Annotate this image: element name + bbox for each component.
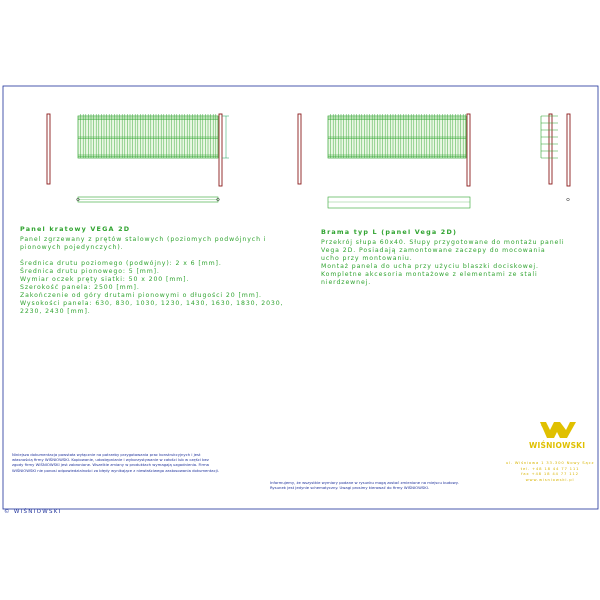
left-panel-title: Panel kratowy VEGA 2D	[20, 225, 131, 233]
logo-wordmark: WIŚNIOWSKI	[529, 441, 586, 450]
left-line: Wymiar oczek pręty siatki: 50 x 200 [mm].	[20, 276, 190, 283]
left-line: Szerokość panela: 2500 [mm].	[20, 284, 140, 291]
address-line: www.wisniowski.pl	[525, 476, 575, 482]
gate-plan-view	[328, 197, 470, 208]
left-line: 2230, 2430 [mm].	[20, 308, 91, 315]
left-line: Zakończenie od góry drutami pionowymi o długości 20 [mm].	[20, 292, 262, 299]
address-line: ul. Wiśniowa 1 33-300 Nowy Sącz	[505, 460, 595, 465]
right-panel-description	[321, 239, 565, 287]
left-line: Wysokości panela: 630, 830, 1030, 1230, 1430, 1630, 1830, 2030,	[20, 300, 284, 307]
right-panel-title: Brama typ L (panel Vega 2D)	[321, 228, 458, 236]
right-post	[219, 114, 222, 186]
right-line: Przekrój słupa 60x40. Słupy przygotowane do montażu paneli	[321, 239, 565, 246]
footer-left-note: Niniejsza dokumentacja powstała wyłącznie na potrzeby przygotowania prac konstrukcyjnych i jest własnością firmy WIŚNIOWSKI. Kopiowanie, udostępnianie i wykorzystywanie w całości lub w części bez zgody firmy WIŚNIOWSKI jest zabronione. Wszelkie zmiany w produktach wymagają uzgodnienia. Firma WIŚNIOWSKI nie ponosi odpowiedzialności za błędy wynikające z niewłaściwego zastosowania dokumentacji.	[12, 452, 220, 473]
address-line: tel. +48 18 44 77 111	[520, 465, 580, 471]
panel-plan-view	[77, 197, 220, 202]
logo-address	[505, 460, 595, 482]
side-post-b	[567, 114, 570, 186]
copyright-label: © WIŚNIOWSKI	[4, 509, 62, 515]
left-line: pionowych pojedynczych).	[20, 244, 124, 251]
gate-front-view	[298, 114, 470, 186]
left-panel-description	[20, 236, 283, 316]
left-post	[47, 114, 50, 184]
left-line: Panel zgrzewany z prętów stalowych (poziomych podwójnych i	[20, 236, 267, 243]
wisniowski-logo-icon	[540, 422, 576, 438]
right-line: Montaż panela do ucha przy użyciu blaszki dociskowej.	[321, 263, 539, 270]
address-line: fax +48 18 44 77 112	[521, 471, 579, 477]
footer-center-note: Informujemy, że wszystkie wymiary podane w rysunku mogą zostać zmienione na miejscu budowy. Rysunek jest jedynie schematyczny. Uwagi prosimy kierować do firmy WIŚNIOWSKI.	[270, 480, 459, 491]
side-post-a	[549, 114, 552, 184]
right-line: nierdzewnej.	[321, 279, 372, 286]
gate-side-view	[541, 114, 570, 201]
gate-right-post	[467, 114, 470, 186]
left-line: Średnica drutu pionowego: 5 [mm].	[20, 268, 160, 275]
left-line	[20, 252, 283, 260]
right-line: ucho przy montowaniu.	[321, 255, 413, 262]
gate-left-post	[298, 114, 301, 184]
right-line: Vega 2D. Posiadają zamontowane zaczepy do mocowania	[321, 247, 546, 254]
panel-front-view	[47, 114, 229, 186]
right-line: Kompletne akcesoria montażowe z elementami ze stali	[321, 271, 538, 278]
left-line: Średnica drutu poziomego (podwójny): 2 x 6 [mm].	[20, 260, 222, 267]
